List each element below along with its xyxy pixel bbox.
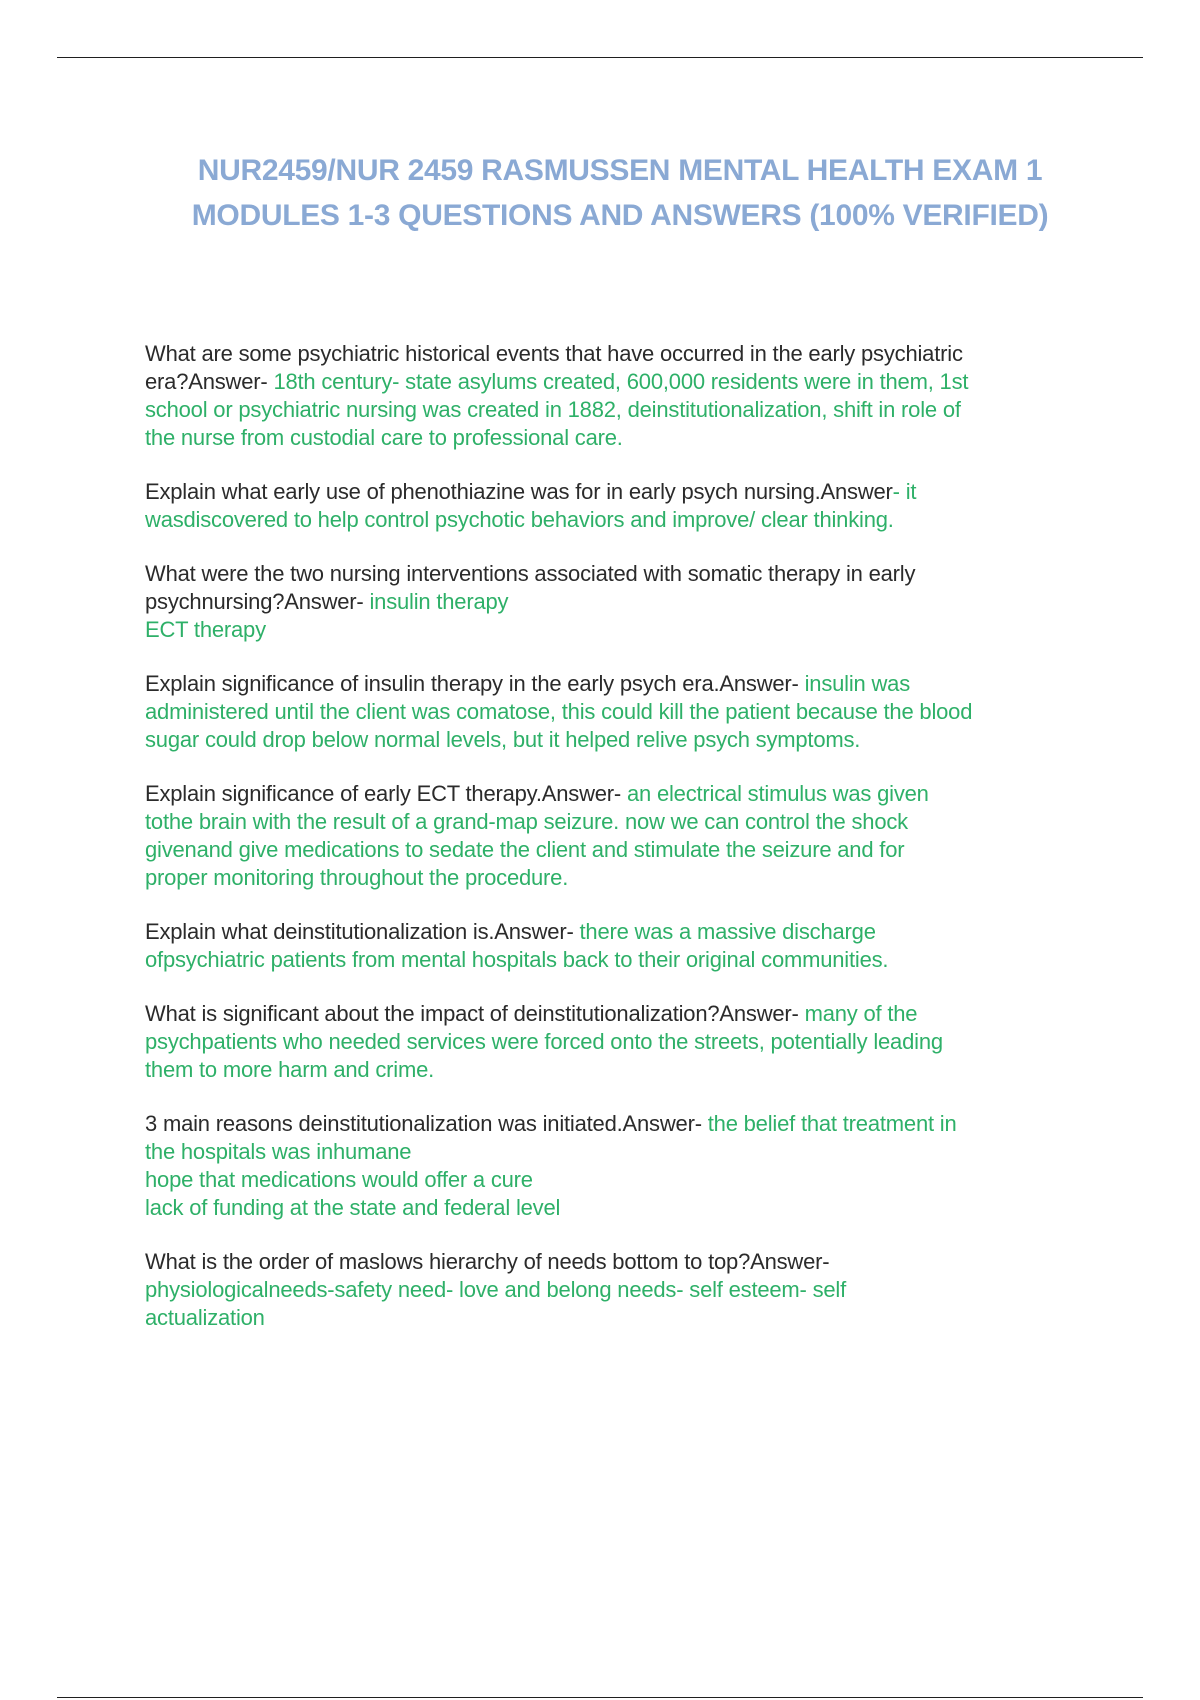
answer-text: administered until the client was comatose, this could kill the patient because the blood	[145, 699, 973, 724]
qa-line	[145, 1000, 1085, 1028]
answer-text: the hospitals was inhumane	[145, 1139, 412, 1164]
qa-line	[145, 918, 1085, 946]
qa-line	[145, 1248, 1085, 1276]
qa-line	[145, 1166, 1085, 1194]
qa-line	[145, 1276, 1085, 1304]
qa-line	[145, 616, 1085, 644]
answer-text: actualization	[145, 1305, 265, 1330]
qa-line	[145, 396, 1085, 424]
answer-text: 18th century- state asylums created, 600,000 residents were in them, 1st	[273, 369, 969, 394]
answer-text: psychpatients who needed services were forced onto the streets, potentially leading	[145, 1029, 943, 1054]
qa-line	[145, 1110, 1085, 1138]
question-text: Explain significance of insulin therapy in the early psych era.Answer-	[145, 671, 805, 696]
answer-text: wasdiscovered to help control psychotic behaviors and improve/ clear thinking.	[145, 507, 894, 532]
answer-text: there was a massive discharge	[579, 919, 876, 944]
document-title	[100, 148, 1140, 238]
qa-line	[145, 946, 1085, 974]
answer-text: an electrical stimulus was given	[626, 781, 929, 806]
qa-line	[145, 560, 1085, 588]
qa-line	[145, 1194, 1085, 1222]
question-text: What were the two nursing interventions associated with somatic therapy in early	[145, 561, 916, 586]
qa-item	[145, 340, 1085, 452]
qa-line	[145, 424, 1085, 452]
qa-item	[145, 478, 1085, 534]
qa-list	[145, 340, 1085, 1358]
qa-line	[145, 726, 1085, 754]
question-text: 3 main reasons deinstitutionalization was initiated.Answer-	[145, 1111, 708, 1136]
answer-text: many of the	[804, 1001, 918, 1026]
answer-text: the belief that treatment in	[707, 1111, 957, 1136]
qa-line	[145, 698, 1085, 726]
header-rule	[57, 57, 1143, 58]
footer-rule	[57, 1697, 1143, 1698]
question-text: What is significant about the impact of deinstitutionalization?Answer-	[145, 1001, 805, 1026]
qa-item	[145, 1248, 1085, 1332]
answer-text: givenand give medications to sedate the client and stimulate the seizure and for	[145, 837, 905, 862]
qa-item	[145, 1110, 1085, 1222]
question-text: What is the order of maslows hierarchy of needs bottom to top?Answer-	[145, 1249, 830, 1274]
qa-item	[145, 670, 1085, 754]
question-text: What are some psychiatric historical events that have occurred in the early psychiatric	[145, 341, 963, 366]
qa-line	[145, 478, 1085, 506]
qa-line	[145, 368, 1085, 396]
document-title-line-2: MODULES 1-3 QUESTIONS AND ANSWERS (100% VERIFIED)	[191, 199, 1049, 232]
qa-line	[145, 1028, 1085, 1056]
document-title-line-1: NUR2459/NUR 2459 RASMUSSEN MENTAL HEALTH EXAM 1	[197, 154, 1043, 187]
answer-text: hope that medications would offer a cure	[145, 1167, 533, 1192]
answer-text: them to more harm and crime.	[145, 1057, 435, 1082]
question-text: Explain what deinstitutionalization is.Answer-	[145, 919, 580, 944]
qa-item	[145, 780, 1085, 892]
question-text: era?Answer-	[145, 369, 274, 394]
answer-text: school or psychiatric nursing was created in 1882, deinstitutionalization, shift in role of	[145, 397, 961, 422]
qa-line	[145, 780, 1085, 808]
answer-text: ECT therapy	[145, 617, 266, 642]
qa-item	[145, 560, 1085, 644]
question-text: Explain significance of early ECT therapy.Answer-	[145, 781, 627, 806]
qa-line	[145, 506, 1085, 534]
answer-text: tothe brain with the result of a grand-map seizure. now we can control the shock	[145, 809, 908, 834]
qa-line	[145, 670, 1085, 698]
qa-line	[145, 1138, 1085, 1166]
answer-text: proper monitoring throughout the procedure.	[145, 865, 569, 890]
qa-line	[145, 1304, 1085, 1332]
question-text: Explain what early use of phenothiazine was for in early psych nursing.Answer	[145, 479, 893, 504]
qa-line	[145, 864, 1085, 892]
qa-line	[145, 1056, 1085, 1084]
answer-text: lack of funding at the state and federal level	[145, 1195, 561, 1220]
qa-line	[145, 836, 1085, 864]
answer-text: physiologicalneeds-safety need- love and belong needs- self esteem- self	[145, 1277, 847, 1302]
question-text: psychnursing?Answer-	[145, 589, 370, 614]
qa-line	[145, 588, 1085, 616]
answer-text: insulin was	[804, 671, 910, 696]
qa-item	[145, 918, 1085, 974]
answer-text: - it	[892, 479, 917, 504]
answer-text: insulin therapy	[369, 589, 509, 614]
qa-line	[145, 340, 1085, 368]
qa-item	[145, 1000, 1085, 1084]
qa-line	[145, 808, 1085, 836]
answer-text: the nurse from custodial care to professional care.	[145, 425, 623, 450]
answer-text: ofpsychiatric patients from mental hospitals back to their original communities.	[145, 947, 889, 972]
answer-text: sugar could drop below normal levels, but it helped relive psych symptoms.	[145, 727, 861, 752]
